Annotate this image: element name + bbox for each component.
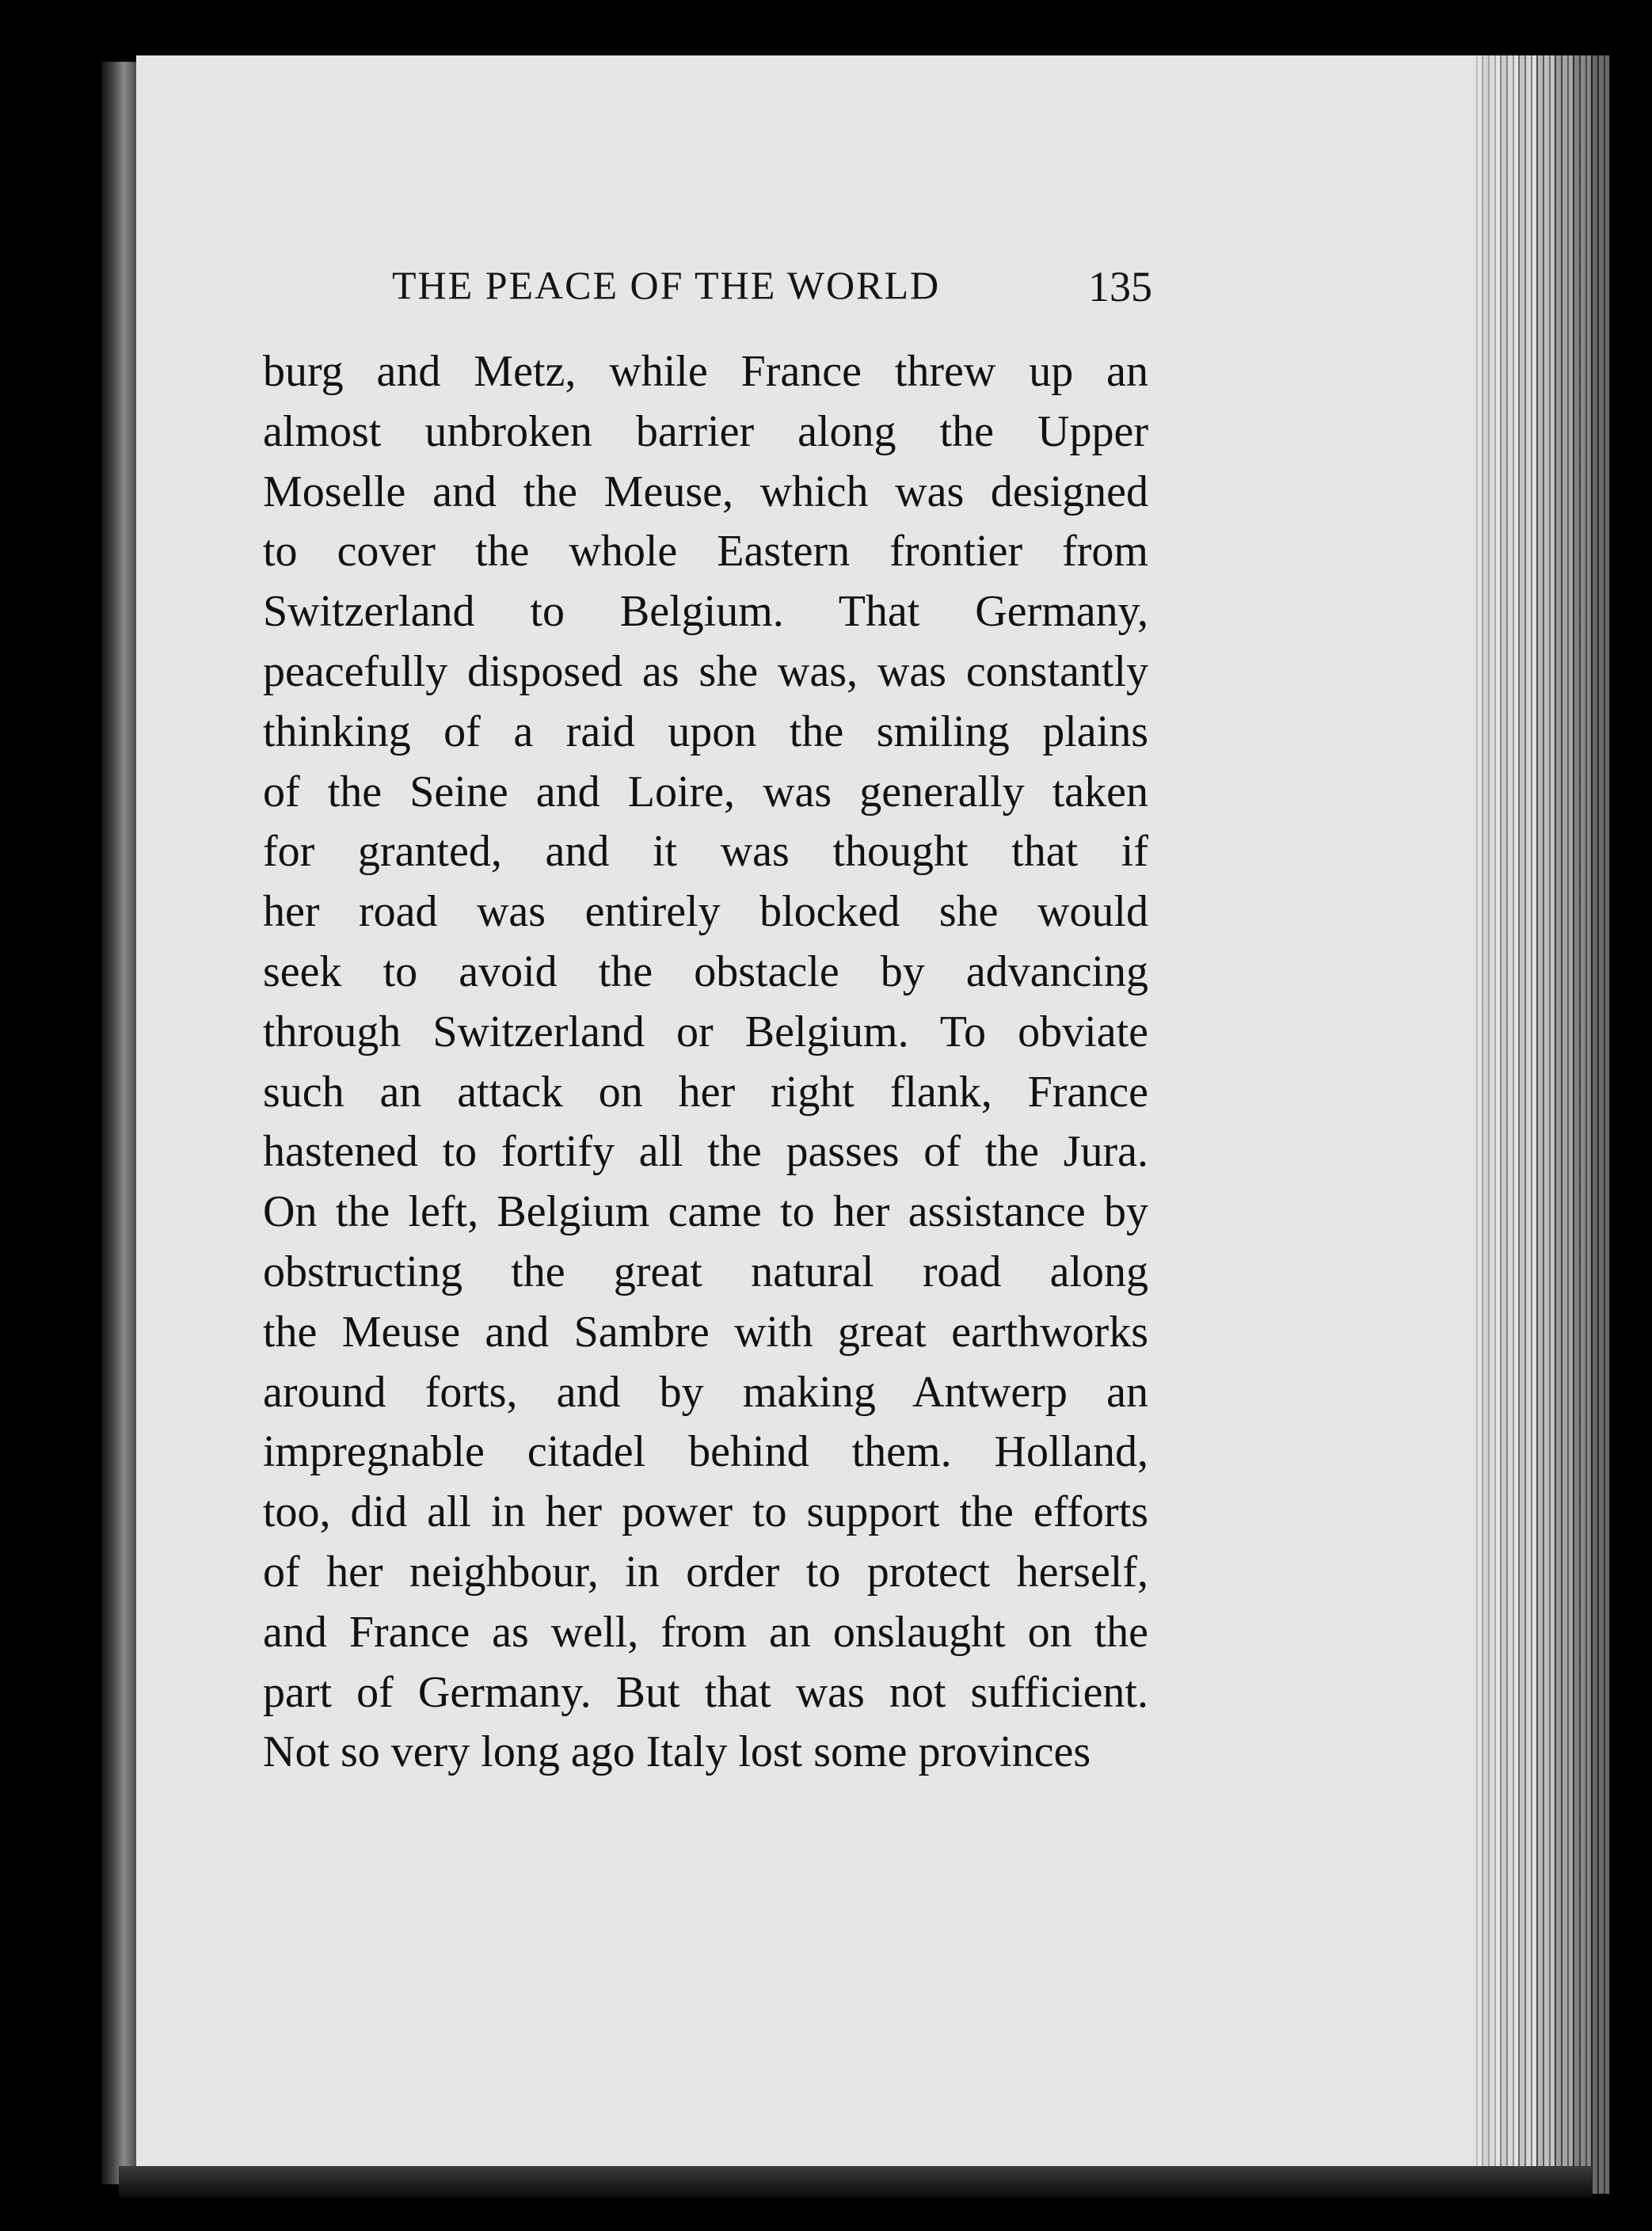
text-line: Not so very long ago Italy lost some provinces [263, 1727, 1091, 1777]
page-fore-edge-shading [1471, 55, 1610, 2194]
text-line: for granted, and it was thought that if [263, 827, 1148, 877]
text-line: peacefully disposed as she was, was constantly [263, 646, 1148, 696]
text-line: part of Germany. But that was not sufficient. [263, 1667, 1148, 1717]
text-line: impregnable citadel behind them. Holland, [263, 1427, 1148, 1477]
text-line: seek to avoid the obstacle by advancing [263, 946, 1148, 996]
text-line: of the Seine and Loire, was generally taken [263, 767, 1148, 817]
text-line: her road was entirely blocked she would [263, 887, 1148, 937]
text-line: through Switzerland or Belgium. To obviate [263, 1007, 1148, 1056]
text-line: thinking of a raid upon the smiling plains [263, 706, 1148, 756]
text-line: around forts, and by making Antwerp an [263, 1367, 1148, 1417]
text-line: obstructing the great natural road along [263, 1247, 1148, 1296]
running-head [392, 257, 1176, 321]
text-line: the Meuse and Sambre with great earthworks [263, 1307, 1148, 1357]
bottom-page-shadow [119, 2166, 1592, 2198]
text-line: almost unbroken barrier along the Upper [263, 406, 1148, 456]
text-line: and France as well, from an onslaught on the [263, 1607, 1148, 1657]
text-line: to cover the whole Eastern frontier from [263, 527, 1148, 577]
text-line: of her neighbour, in order to protect herself, [263, 1547, 1148, 1597]
page-number: 135 [1088, 263, 1152, 310]
running-title: THE PEACE OF THE WORLD [392, 263, 941, 307]
text-line: Switzerland to Belgium. That Germany, [263, 587, 1148, 637]
text-line: On the left, Belgium came to her assistance by [263, 1187, 1148, 1237]
text-line: too, did all in her power to support the efforts [263, 1487, 1148, 1537]
text-line: hastened to fortify all the passes of the Jura. [263, 1127, 1148, 1177]
body-text [263, 342, 1148, 1783]
text-line: Moselle and the Meuse, which was designed [263, 466, 1148, 516]
text-line: burg and Metz, while France threw up an [263, 347, 1148, 396]
text-line: such an attack on her right flank, France [263, 1067, 1148, 1117]
